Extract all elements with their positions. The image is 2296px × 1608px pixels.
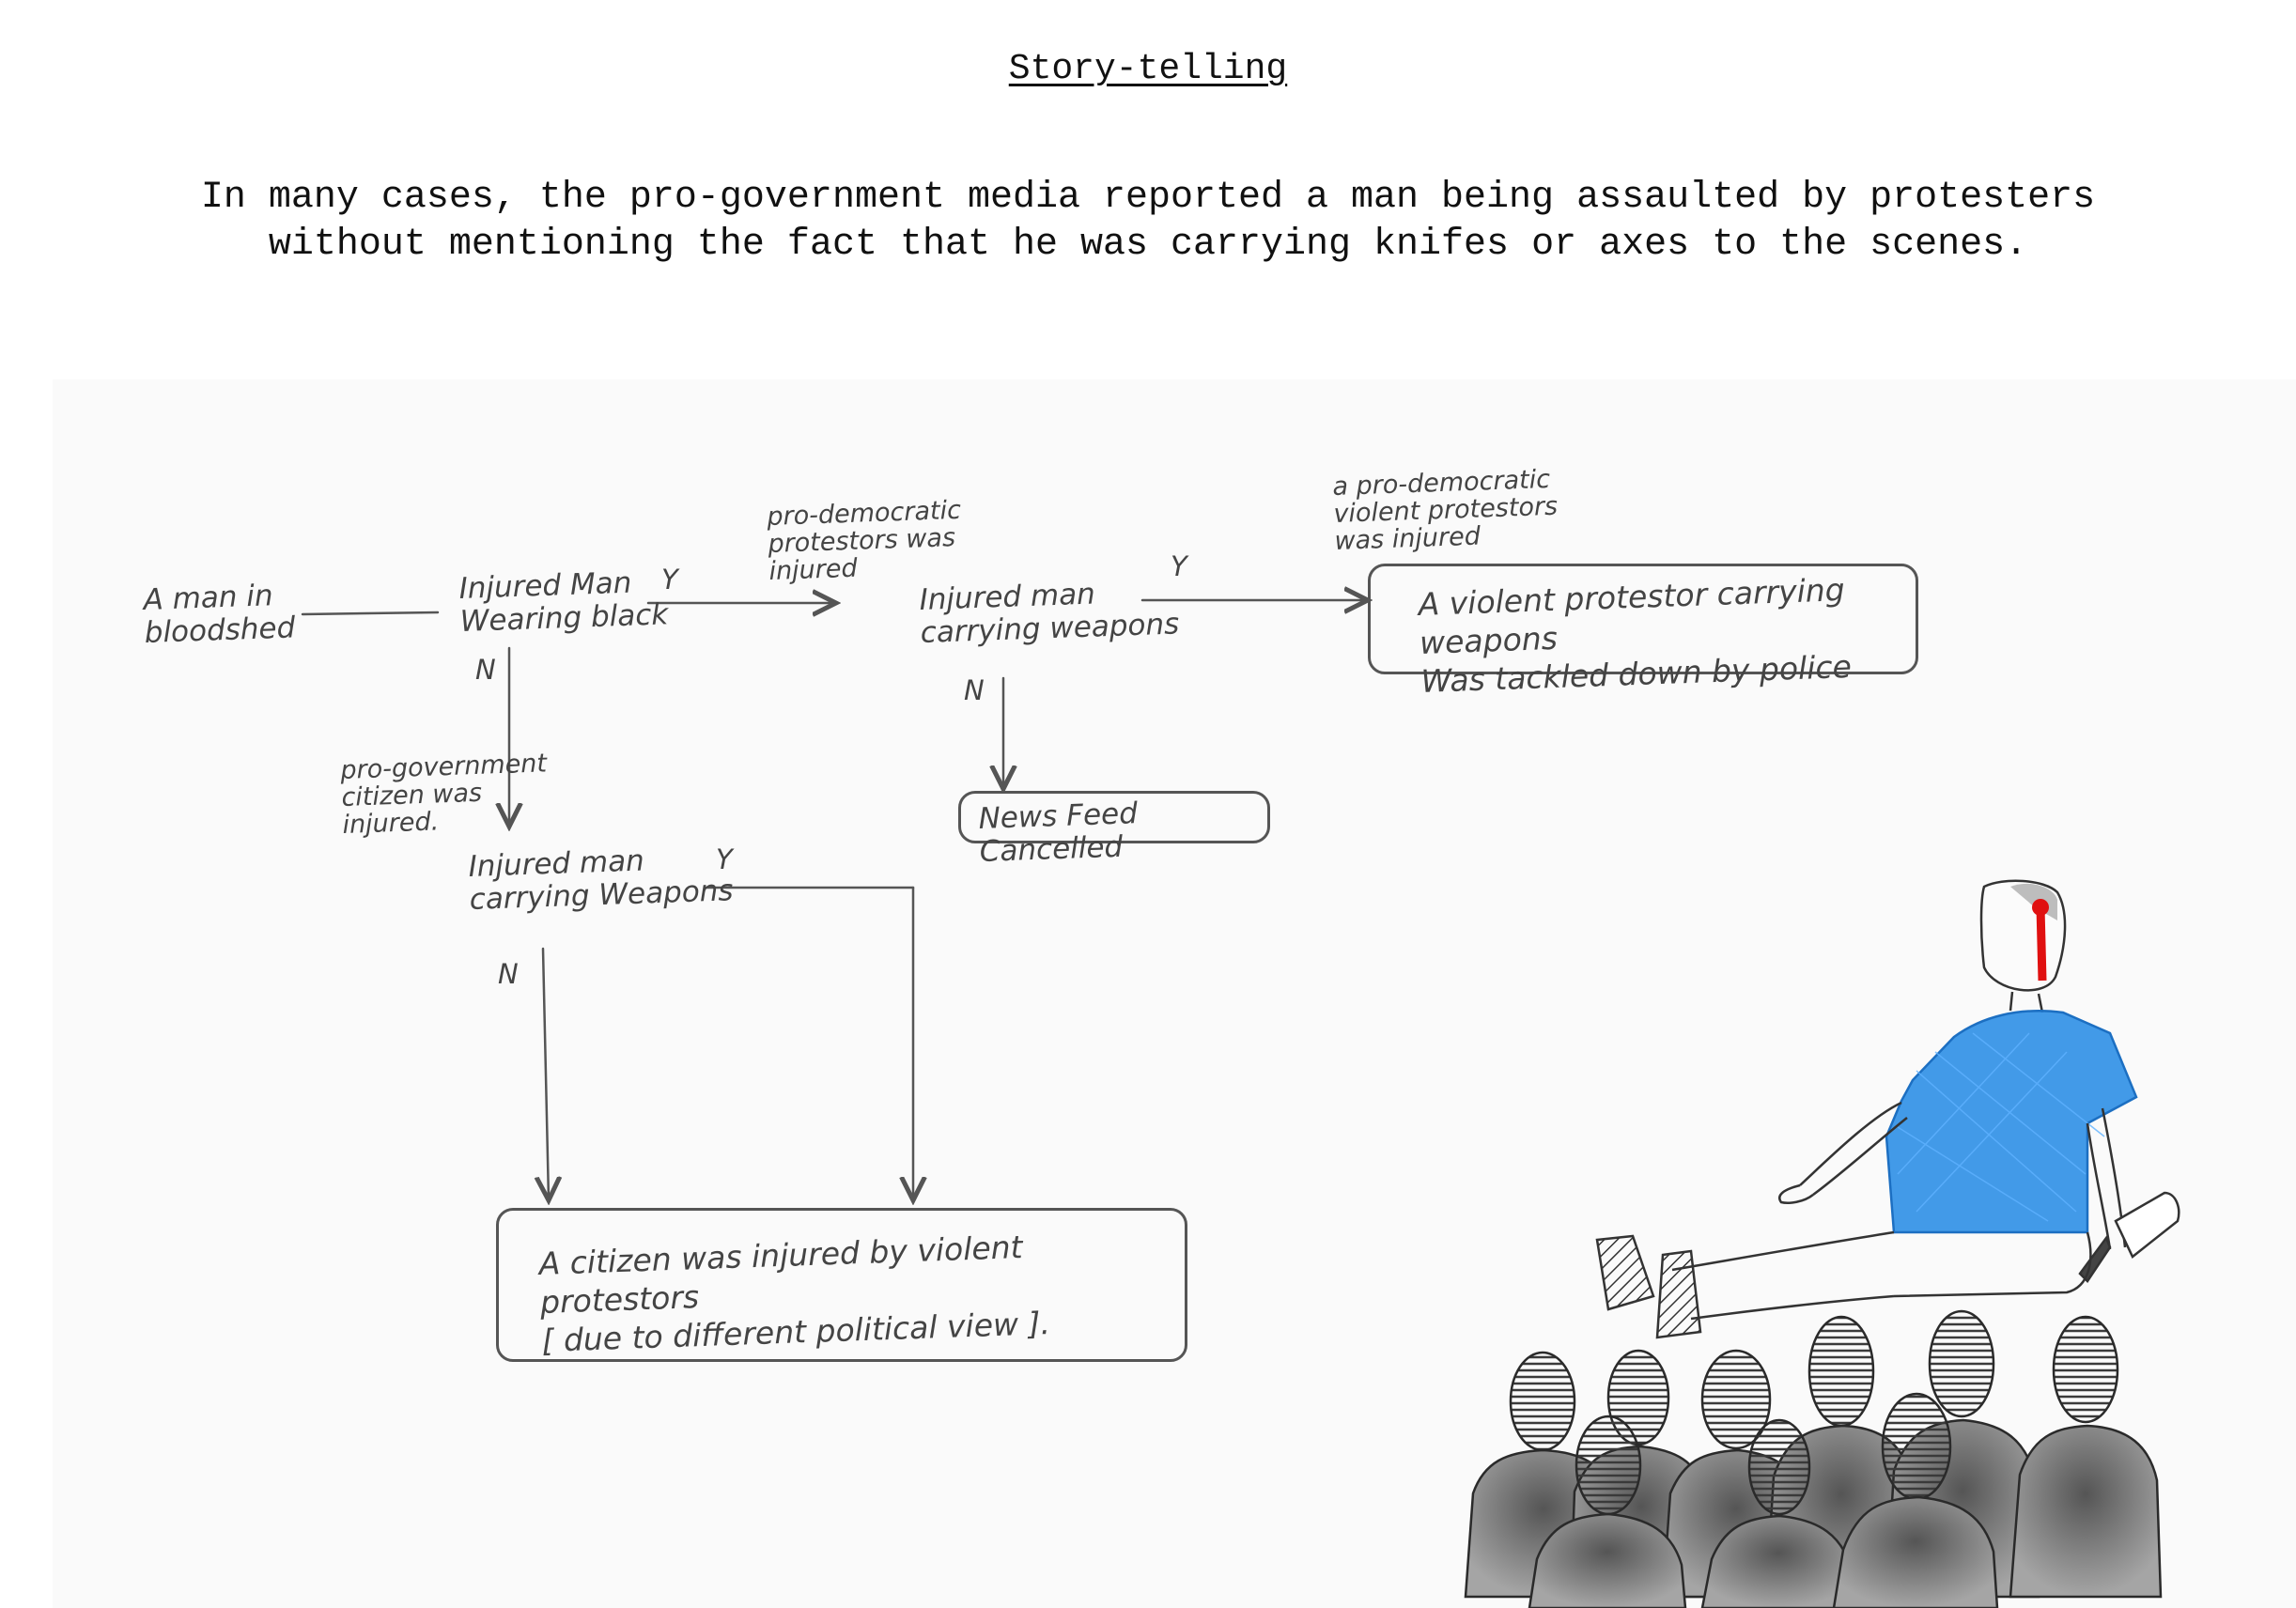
crowd — [1466, 1311, 2161, 1608]
crowd-person-6 — [2010, 1317, 2161, 1597]
blood-streak — [2040, 907, 2042, 981]
page-title: Story-telling — [1008, 49, 1288, 89]
man-left-hand — [1779, 1185, 1813, 1203]
label-y2: Y — [1171, 550, 1187, 582]
node-wearing-black: Injured Man Wearing black — [458, 565, 669, 639]
injured-man — [1597, 881, 2179, 1337]
node-start: A man in bloodshed — [142, 579, 296, 650]
blood-spot — [2032, 899, 2049, 916]
intro-line-2: without mentioning the fact that he was carrying knifes or axes to the scenes. — [268, 224, 2028, 266]
node-violent-protestor: A violent protestor carrying weapons Was tackled down by police — [1418, 571, 1853, 700]
man-legs — [1672, 1232, 2090, 1319]
node-citizen-injured: A citizen was injured by violent protestors [ due to different political view ]. — [538, 1229, 1051, 1359]
label-n2: N — [964, 674, 985, 706]
node-news-feed-cancelled: News Feed Cancelled — [977, 796, 1139, 869]
label-y3: Y — [716, 843, 733, 875]
node-carrying-weapons-bottom: Injured man carrying Weapons — [467, 843, 735, 917]
man-foot-left — [1597, 1236, 1653, 1309]
label-n3: N — [498, 958, 519, 990]
label-n1: N — [475, 654, 496, 686]
cleaver-handle — [2080, 1238, 2110, 1281]
label-pro-democratic-injured: pro-democratic protestors was injured — [766, 495, 962, 586]
man-neck — [2010, 992, 2042, 1013]
man-shirt — [1886, 1011, 2136, 1232]
label-y1: Y — [661, 564, 678, 595]
label-pro-democratic-violent: a pro-democratic violent protestors was injured — [1331, 464, 1559, 556]
node-carrying-weapons-top: Injured man carrying weapons — [918, 577, 1180, 650]
intro-line-1: In many cases, the pro-government media reported a man being assaulted by protesters — [200, 177, 2096, 219]
label-pro-government-injured: pro-government citizen was injured. — [339, 749, 548, 840]
man-foot-right — [1657, 1251, 1700, 1337]
